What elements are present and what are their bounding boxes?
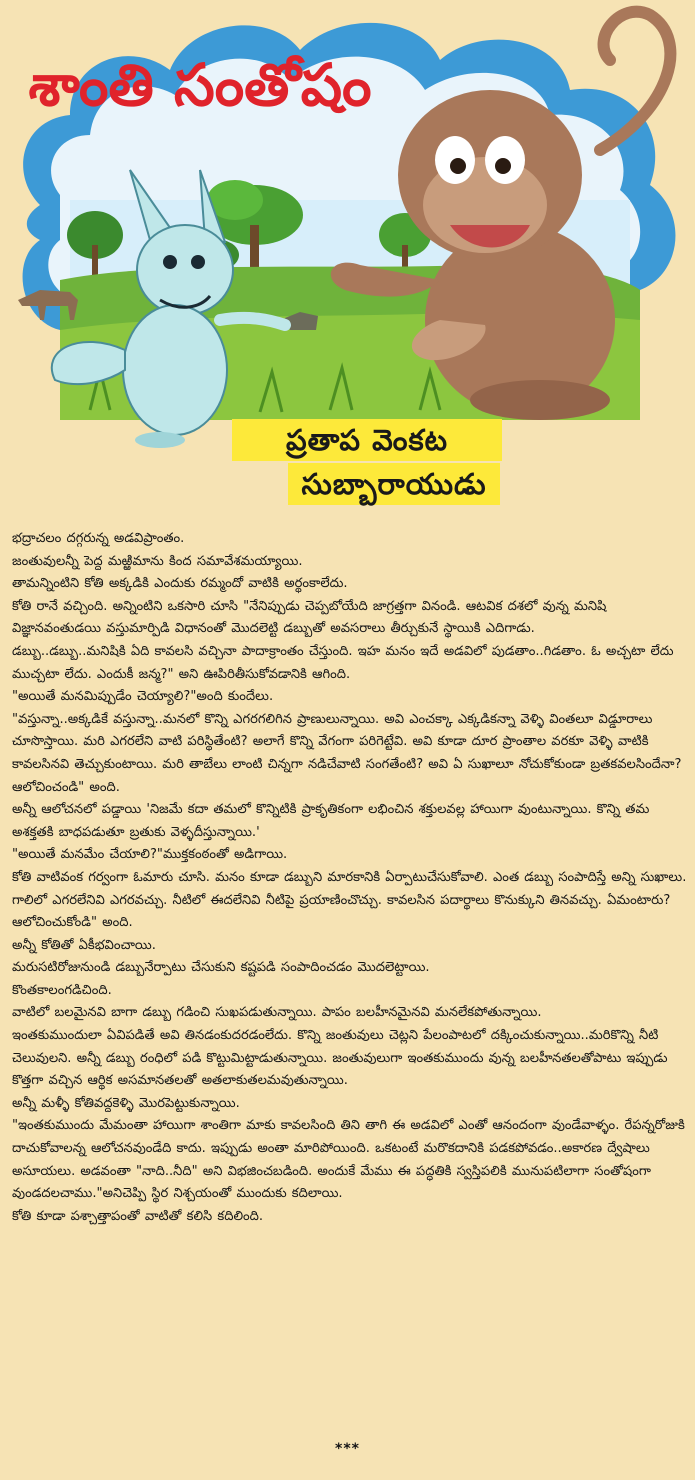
story-body <box>12 528 687 1228</box>
story-paragraph: అన్నీ మళ్ళీ కోతివద్దకెళ్ళి మొరపెట్టుకున్నాయి. <box>12 1095 240 1111</box>
story-paragraph: "వస్తున్నా..అక్కడికే వస్తున్నా..మనలో కొన్ని ఎగరగలిగిన ప్రాణులున్నాయి. అవి ఎంచక్కా ఎక్కడికన్నా వెళ్ళి వింతలూ విడ్డూరాలు చూసొస్తాయి. మరి ఎగరలేని వాటి పరిస్థితేంటి? అలాగే కొన్ని వేగంగా పరిగెట్టేవి. అవి కూడా దూర ప్రాంతాల వరకూ వెళ్ళి వాటికి కావలసినవి తెచ్చుకుంటాయి. మరి తాబేలు లాంటి చిన్నగా నడిచేవాటి సంగతేంటి? అవి ఏ సుఖాలూ నోచుకోకుండా బ్రతకవలసిందేనా? ఆలోచించండి" అంది. <box>12 711 682 795</box>
story-paragraph: కోతి కూడా పశ్చాత్తాపంతో వాటితో కలిసి కదిలింది. <box>12 1208 264 1224</box>
author-name-line-1: ప్రతాప వెంకట <box>232 419 502 461</box>
story-title <box>29 51 372 119</box>
story-paragraph: "అయితే మనమిప్పుడేం చెయ్యాలి?"అంది కుందేలు. <box>12 689 274 705</box>
story-end-mark: *** <box>335 1441 360 1457</box>
story-paragraph: అన్నీ కోతితో ఏకీభవించాయి. <box>12 937 156 953</box>
story-paragraph: "అయితే మనమేం చేయాలి?"ముక్తకంఠంతో అడిగాయి. <box>12 847 288 863</box>
story-paragraph: తామన్నింటిని కోతి అక్కడికి ఎందుకు రమ్మందో వాటికి అర్థంకాలేదు. <box>12 576 348 592</box>
story-paragraph: ఇంతకుముందులా ఏవిపడితే అవి తినడంకుదరడంలేదు. కొన్ని జంతువులు చెట్లని పేలంపాటలో దక్కించుకున్నాయి..మరికొన్ని నీటి చెలువులని. అన్నీ డబ్బు రంధిలో పడి కొట్టుమిట్టాడుతున్నాయి. జంతువులుగా ఇంతకుముందు వున్న బలహీనతలతోపాటు ఇప్పుడు కొత్తగా వచ్చిన ఆర్థిక అసమానతలతో అతలాకుతలమవుతున్నాయి. <box>12 1028 668 1089</box>
story-paragraph: డబ్బు..డబ్బు..మనిషికి ఏది కావలసి వచ్చినా పాదాక్రాంతం చేస్తుంది. ఇహ మనం ఇదే అడవిలో పుడతాం..గిడతాం. ఓ అచ్చటా లేదు ముచ్చటా లేదు. ఎందుకీ జన్మ?" అని ఊపిరితీసుకోవడానికి ఆగింది. <box>12 643 674 682</box>
story-paragraph: కోతి రానే వచ్చింది. అన్నింటిని ఒకసారి చూసి "నేనిప్పుడు చెప్పబోయేది జాగ్రత్తగా వినండి. ఆటవిక దశలో వున్న మనిషి విజ్ఞానవంతుడయి వస్తుమార్పిడి విధానంతో మొదలెట్టి డబ్బుతో అవసరాలు తీర్చుకునే స్థాయికి ఎదిగాడు. <box>12 598 607 637</box>
story-paragraph: మరుసటిరోజునుండి డబ్బునేర్పాటు చేసుకుని కష్టపడి సంపాదించడం మొదలెట్టాయి. <box>12 960 430 976</box>
story-title-line-1: శాంతి సంతోషం <box>28 51 372 119</box>
author-name-line-2: సుబ్బారాయుడు <box>288 463 500 505</box>
story-paragraph: అన్నీ ఆలోచనలో పడ్డాయి 'నిజమే కదా తమలో కొన్నిటికి ప్రాకృతికంగా లభించిన శక్తులవల్ల హాయిగా వుంటున్నాయి. కొన్ని తమ అశక్తతకి బాధపడుతూ బ్రతుకు వెళ్ళదీస్తున్నాయి.' <box>12 802 650 840</box>
story-paragraph: జంతువులన్నీ పెద్ద మఱ్ఱిమాను కింద సమావేశమయ్యాయి. <box>12 553 303 569</box>
story-paragraph: భద్రాచలం దగ్గరున్న అడవిప్రాంతం. <box>12 531 185 546</box>
story-paragraph: "ఇంతకుముందు మేమంతా హాయిగా శాంతిగా మాకు కావలసింది తిని తాగి ఈ అడవిలో ఎంతో ఆనందంగా వుండేవాళ్ళం. రేపన్నరోజుకి దాచుకోవాలన్న ఆలోచనవుండేది కాదు. ఇప్పుడు అంతా మారిపోయింది. ఒకటంటే మరొకదానికి పడకపోవడం..అకారణ ద్వేషాలు అసూయలు. అడవంతా "నాది..నీది" అని విభజించబడింది. అందుకే మేము ఈ పద్ధతికి స్వస్తిపలికి మునుపటిలాగా సంతోషంగా వుండదలచాము."అనిచెప్పి స్థిర నిశ్చయంతో ముందుకు కదిలాయి. <box>12 1118 685 1202</box>
story-paragraph: కొంతకాలంగడిచింది. <box>12 982 112 998</box>
story-paragraph: కోతి వాటివంక గర్వంగా ఓమారు చూసి. మనం కూడా డబ్బుని మారకానికి ఏర్పాటుచేసుకోవాలి. ఎంత డబ్బు సంపాదిస్తే అన్ని సుఖాలు. గాలిలో ఎగరలేనివి ఎగరవచ్చు. నీటిలో ఈదలేనివి నీటిపై ప్రయాణించొచ్చు. కావలసిన పదార్థాలు కొనుక్కుని తినవచ్చు. ఏమంటారు? ఆలోచించుకోండి" అంది. <box>12 869 687 931</box>
story-paragraph: వాటిలో బలమైనవి బాగా డబ్బు గడించి సుఖపడుతున్నాయి. పాపం బలహీనమైనవి మనలేకపోతున్నాయి. <box>12 1005 542 1021</box>
